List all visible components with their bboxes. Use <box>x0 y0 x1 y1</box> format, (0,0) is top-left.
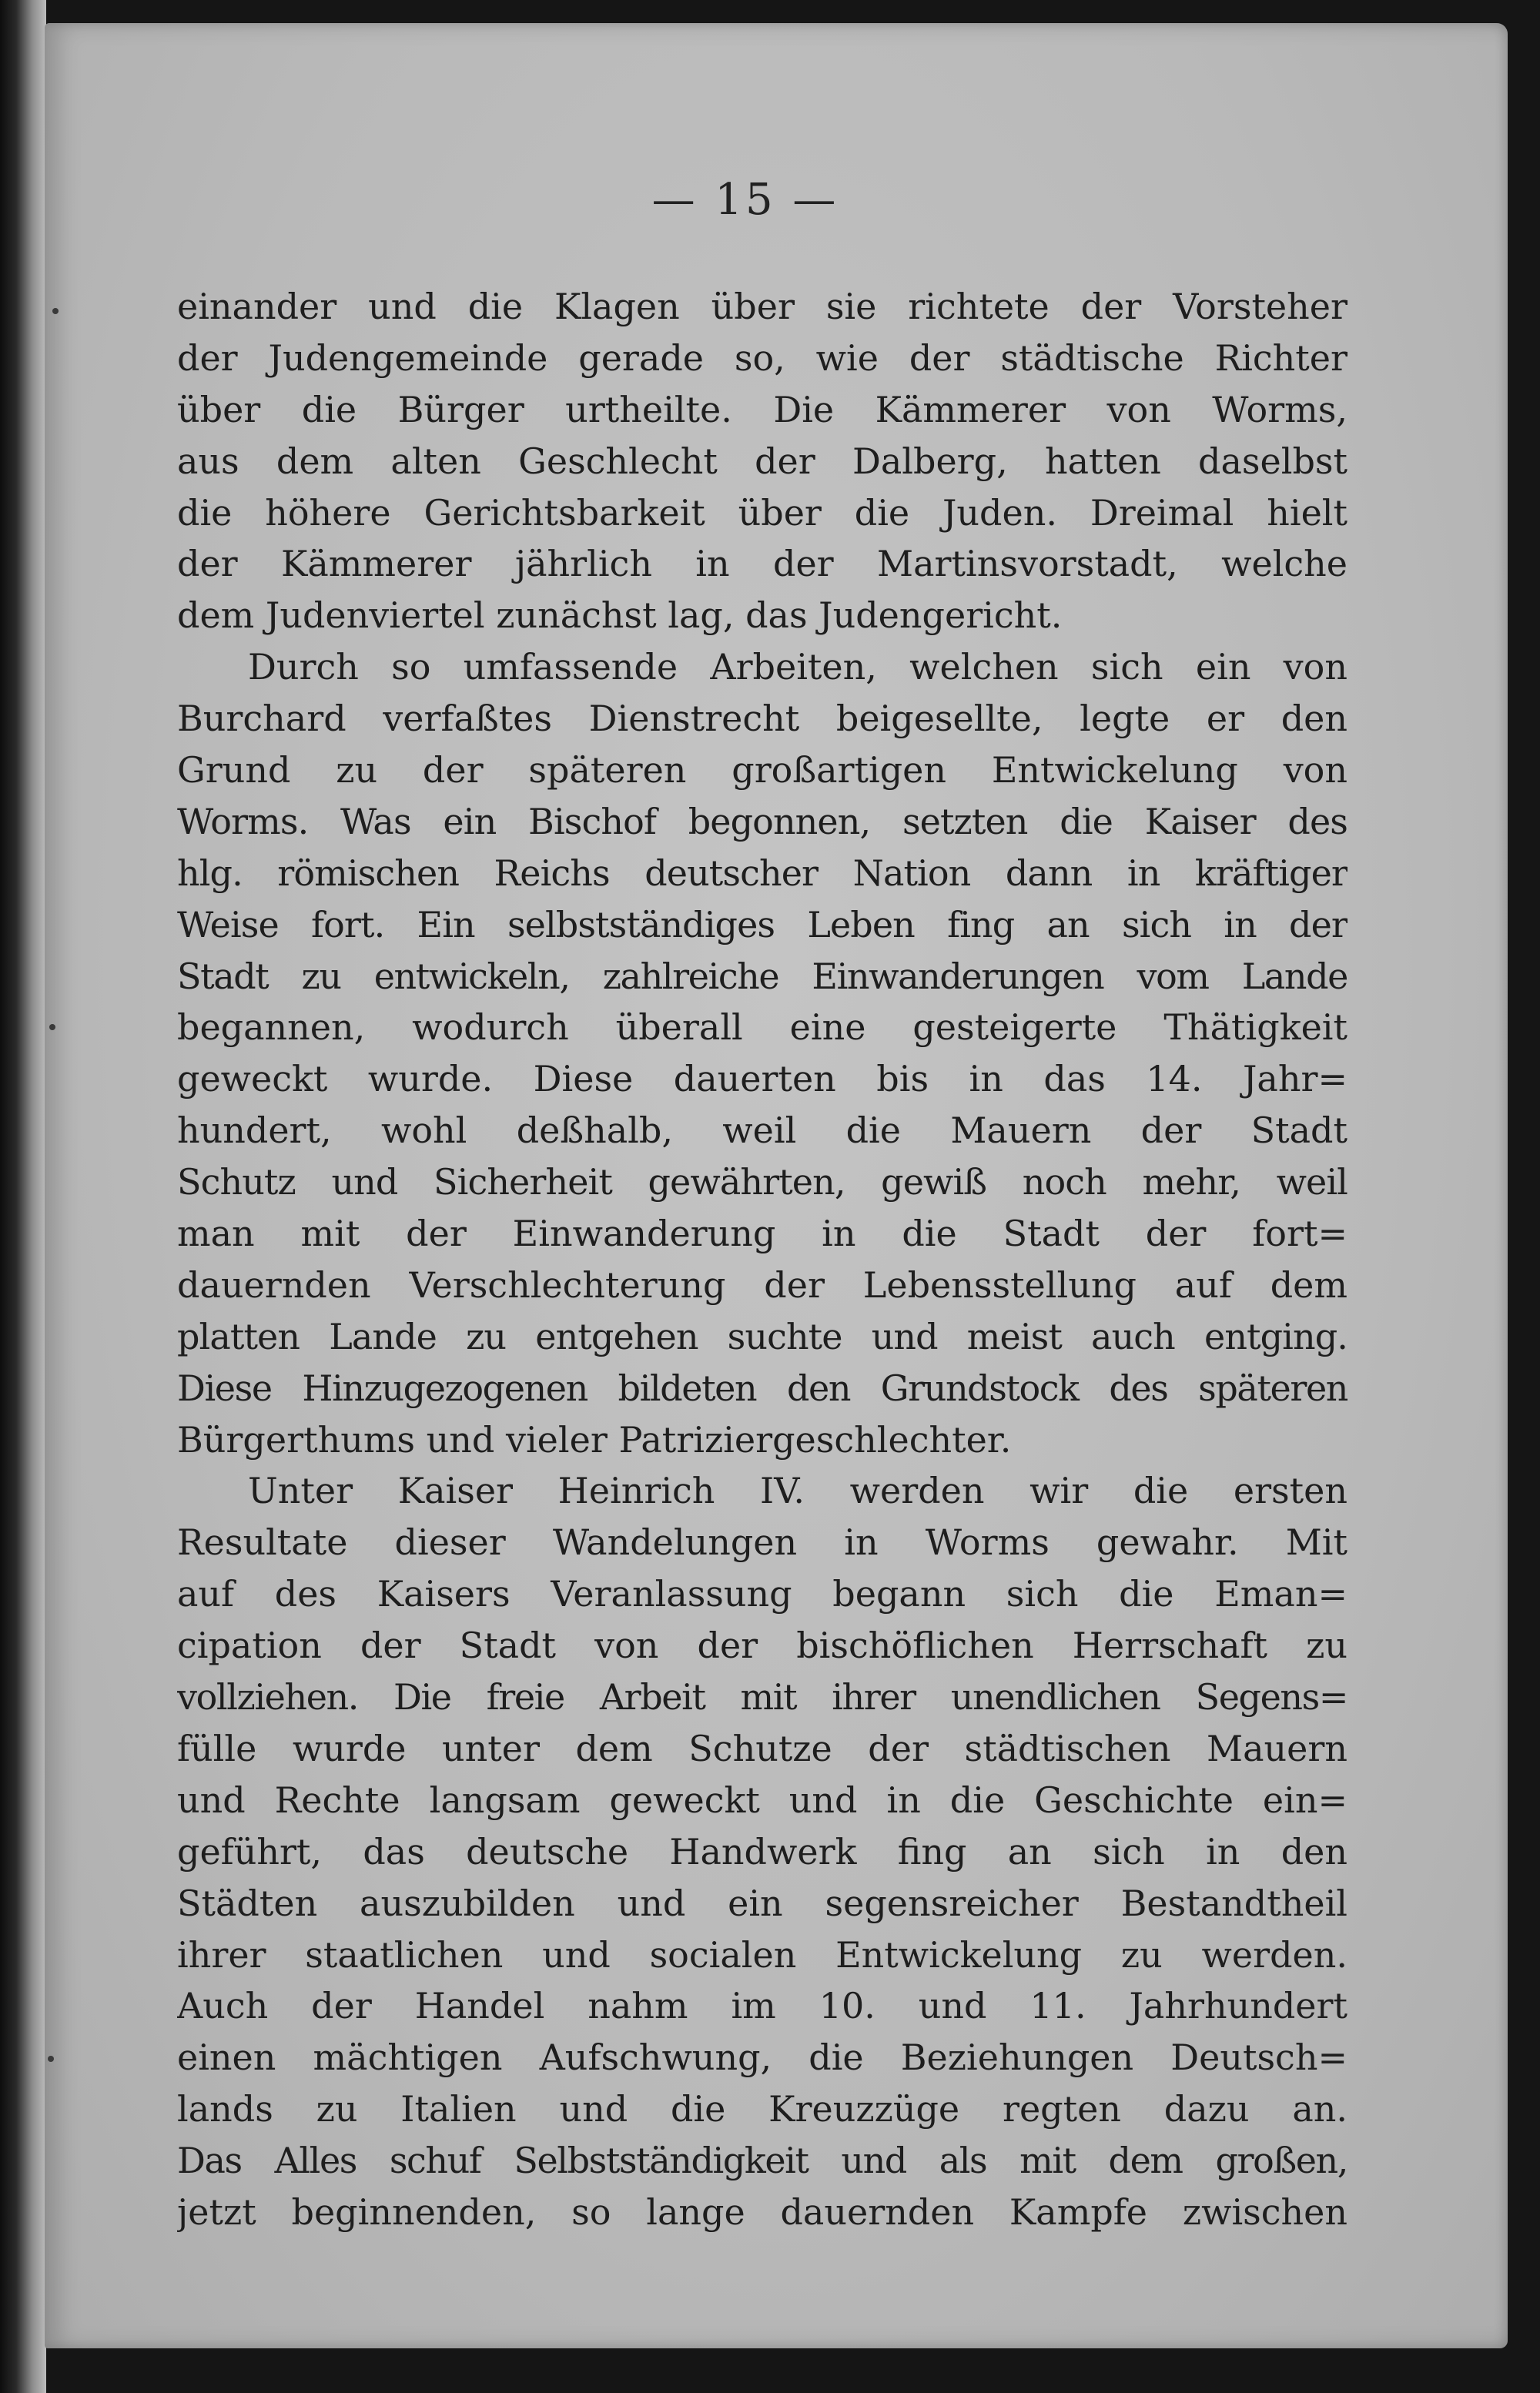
page-body-text <box>177 281 1348 2238</box>
text-line: lands zu Italien und die Kreuzzüge regten dazu an. <box>177 2088 1348 2130</box>
paragraph-first-line: Unter Kaiser Heinrich IV. werden wir die ersten <box>248 1470 1348 1512</box>
text-line: fülle wurde unter dem Schutze der städtischen Mauern <box>177 1727 1348 1769</box>
text-line: geführt, das deutsche Handwerk fing an sich in den <box>177 1830 1348 1873</box>
book-page <box>45 23 1508 2348</box>
text-line: einen mächtigen Aufschwung, die Beziehungen Deutsch= <box>177 2037 1348 2079</box>
text-line: Resultate dieser Wandelungen in Worms gewahr. Mit <box>177 1521 1348 1564</box>
text-line: Burchard verfaßtes Dienstrecht beigesellte, legte er den <box>177 698 1348 740</box>
text-line: Das Alles schuf Selbstständigkeit und als mit dem großen, <box>177 2140 1348 2182</box>
text-line: vollziehen. Die freie Arbeit mit ihrer unendlichen Segens= <box>177 1676 1348 1719</box>
text-line: Grund zu der späteren großartigen Entwickelung von <box>177 749 1348 792</box>
text-line: Schutz und Sicherheit gewährten, gewiß noch mehr, weil <box>177 1161 1348 1203</box>
text-line: begannen, wodurch überall eine gesteigerte Thätigkeit <box>177 1006 1348 1049</box>
text-line: jetzt beginnenden, so lange dauernden Kampfe zwischen <box>177 2191 1348 2233</box>
text-line: cipation der Stadt von der bischöflichen Herrschaft zu <box>177 1625 1348 1667</box>
text-line: hundert, wohl deßhalb, weil die Mauern der Stadt <box>177 1109 1348 1152</box>
text-line: geweckt wurde. Diese dauerten bis in das 14. Jahr= <box>177 1058 1348 1100</box>
text-line: dauernden Verschlechterung der Lebensstellung auf dem <box>177 1263 1348 1306</box>
paragraph-first-line: Durch so umfassende Arbeiten, welchen sich ein von <box>248 646 1348 688</box>
scan-speck <box>48 2056 54 2062</box>
text-line: der Judengemeinde gerade so, wie der städtische Richter <box>177 336 1348 379</box>
text-line: Bürgerthums und vieler Patriziergeschlechter. <box>177 1418 1012 1461</box>
text-line: ihrer staatlichen und socialen Entwickelung zu werden. <box>177 1933 1348 1976</box>
text-line: aus dem alten Geschlecht der Dalberg, hatten daselbst <box>177 440 1348 482</box>
text-line: Städten auszubilden und ein segensreicher Bestandtheil <box>177 1882 1348 1924</box>
text-line: einander und die Klagen über sie richtete der Vorsteher <box>177 286 1348 327</box>
text-line: die höhere Gerichtsbarkeit über die Juden. Dreimal hielt <box>177 491 1348 534</box>
text-line: über die Bürger urtheilte. Die Kämmerer von Worms, <box>177 388 1348 430</box>
text-line: platten Lande zu entgehen suchte und meist auch entging. <box>177 1315 1348 1357</box>
text-line: Auch der Handel nahm im 10. und 11. Jahrhundert <box>177 1985 1348 2027</box>
text-line: auf des Kaisers Veranlassung begann sich die Eman= <box>177 1573 1348 1615</box>
text-line: hlg. römischen Reichs deutscher Nation dann in kräftiger <box>177 852 1348 894</box>
text-line: der Kämmerer jährlich in der Martinsvorstadt, welche <box>177 543 1348 585</box>
text-line: man mit der Einwanderung in die Stadt der fort= <box>177 1213 1348 1255</box>
text-line: dem Judenviertel zunächst lag, das Judengericht. <box>177 594 1063 637</box>
text-line: Diese Hinzugezogenen bildeten den Grundstock des späteren <box>177 1367 1348 1409</box>
previous-page-edge <box>0 0 46 2393</box>
scan-speck <box>52 308 59 314</box>
page-number: — 15 — <box>651 175 839 225</box>
text-line: Weise fort. Ein selbstständiges Leben fing an sich in der <box>177 903 1348 945</box>
text-line: Worms. Was ein Bischof begonnen, setzten die Kaiser des <box>177 800 1348 842</box>
text-line: und Rechte langsam geweckt und in die Geschichte ein= <box>177 1779 1348 1821</box>
text-line: Stadt zu entwickeln, zahlreiche Einwanderungen vom Lande <box>177 955 1348 997</box>
scan-speck <box>49 1024 55 1030</box>
